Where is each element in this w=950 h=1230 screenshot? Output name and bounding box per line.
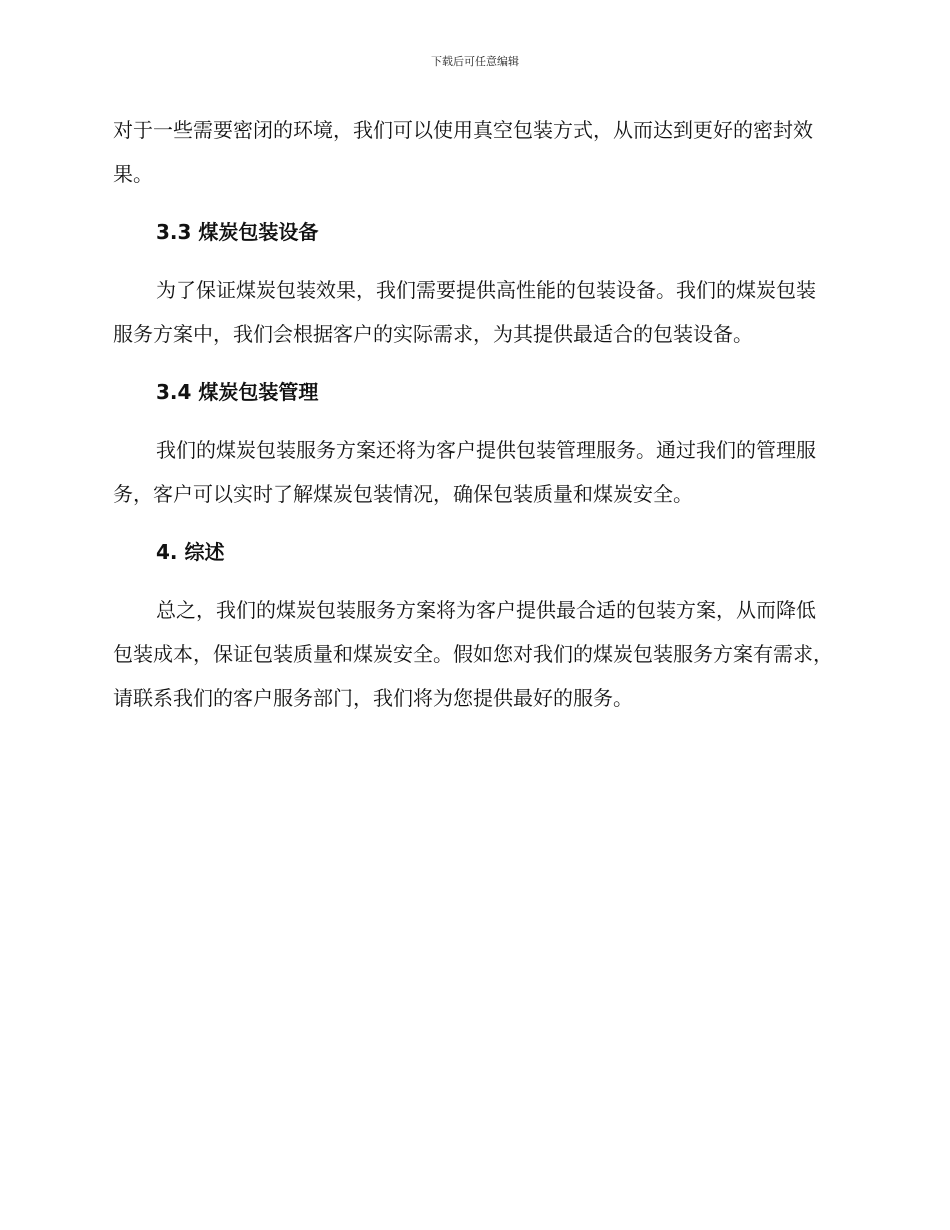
- section-heading-summary: 4. 综述: [156, 540, 225, 564]
- section-heading-equipment: 3.3 煤炭包装设备: [156, 220, 319, 244]
- section-heading-management: 3.4 煤炭包装管理: [156, 380, 319, 404]
- equipment-paragraph: 为了保证煤炭包装效果，我们需要提供高性能的包装设备。我们的煤炭包装服务方案中，我们会根据客户的实际需求，为其提供最适合的包装设备。: [113, 278, 816, 346]
- management-paragraph: 我们的煤炭包装服务方案还将为客户提供包装管理服务。通过我们的管理服务，客户可以实时了解煤炭包装情况，确保包装质量和煤炭安全。: [113, 438, 816, 506]
- summary-paragraph: 总之，我们的煤炭包装服务方案将为客户提供最合适的包装方案，从而降低包装成本，保证包装质量和煤炭安全。假如您对我们的煤炭包装服务方案有需求，请联系我们的客户服务部门，我们将为您提供最好的服务。: [113, 598, 833, 710]
- page-header: 下载后可任意编辑: [431, 55, 519, 68]
- document-body: [113, 108, 835, 720]
- intro-paragraph: 对于一些需要密闭的环境，我们可以使用真空包装方式，从而达到更好的密封效果。: [113, 118, 813, 186]
